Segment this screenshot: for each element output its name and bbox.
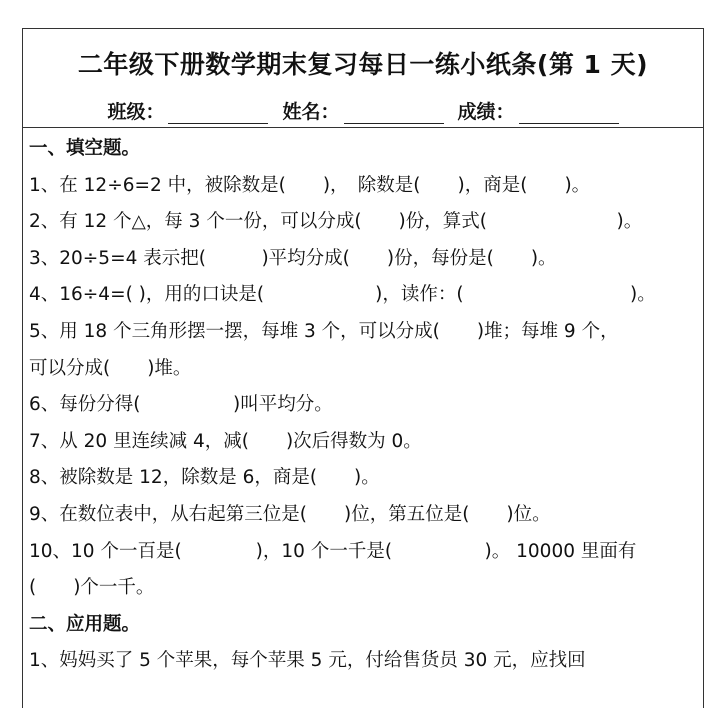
worksheet [22, 28, 704, 708]
question-line: 9、在数位表中，从右起第三位是( )位，第五位是( )位。 [29, 503, 551, 525]
header-divider [23, 127, 703, 128]
score-label: 成绩： [457, 101, 515, 123]
question-line: 10、10 个一百是( )，10 个一千是( )。 10000 里面有 [29, 540, 637, 562]
section-heading-word-problems: 二、应用题。 [29, 613, 141, 635]
question-line: 3、20÷5=4 表示把( )平均分成( )份，每份是( )。 [29, 247, 557, 269]
question-line: 4、16÷4=( )，用的口诀是( )，读作：( )。 [29, 284, 656, 306]
score-field [458, 97, 619, 124]
worksheet-title: 二年级下册数学期末复习每日一练小纸条(第 1 天) [77, 50, 649, 79]
question-list [29, 131, 699, 680]
question-line: 1、妈妈买了 5 个苹果，每个苹果 5 元，付给售货员 30 元，应找回 [29, 650, 586, 672]
question-line: 5、用 18 个三角形摆一摆，每堆 3 个，可以分成( )堆；每堆 9 个， [29, 320, 619, 342]
question-line: 1、在 12÷6=2 中，被除数是( )， 除数是( )，商是( )。 [29, 174, 591, 196]
name-blank[interactable] [344, 101, 444, 124]
class-label: 班级： [107, 101, 165, 123]
question-line: 8、被除数是 12，除数是 6，商是( )。 [29, 467, 380, 489]
class-blank[interactable] [168, 101, 268, 124]
name-label: 姓名： [282, 101, 340, 123]
question-line: 2、有 12 个△，每 3 个一份，可以分成( )份，算式( )。 [29, 211, 643, 233]
section-heading-fill-blank: 一、填空题。 [29, 138, 141, 159]
question-line: 可以分成( )堆。 [29, 357, 192, 379]
name-field [282, 97, 443, 124]
score-blank[interactable] [519, 101, 619, 124]
question-line: 6、每份分得( )叫平均分。 [29, 394, 333, 416]
question-line: ( )个一千。 [29, 577, 155, 599]
student-info-row [23, 96, 703, 124]
class-field [107, 97, 268, 124]
question-line: 7、从 20 里连续减 4，减( )次后得数为 0。 [29, 430, 422, 452]
